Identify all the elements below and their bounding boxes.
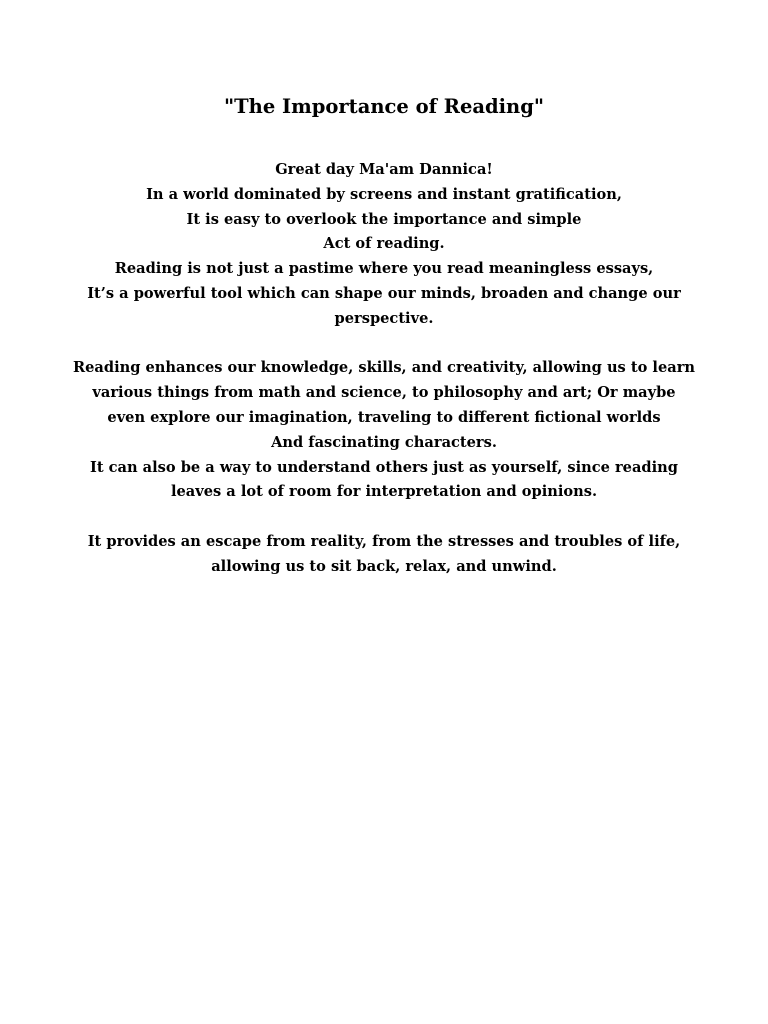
paragraph-1 <box>40 158 728 332</box>
text-line: It provides an escape from reality, from the stresses and troubles of life, <box>87 532 681 550</box>
text-line: even explore our imagination, traveling to different fictional worlds <box>107 408 661 426</box>
text-line: Reading enhances our knowledge, skills, and creativity, allowing us to learn <box>73 359 695 377</box>
text-line: various things from math and science, to philosophy and art; Or maybe <box>92 384 676 402</box>
text-line: Reading is not just a pastime where you read meaningless essays, <box>114 260 654 278</box>
text-line: perspective. <box>334 309 434 327</box>
document-body <box>40 158 728 580</box>
text-line: leaves a lot of room for interpretation and opinions. <box>170 483 598 501</box>
document-title: "The Importance of Reading" <box>223 95 545 118</box>
text-line: Great day Ma'am Dannica! <box>275 161 493 178</box>
paragraph-3 <box>40 530 728 580</box>
text-line: It is easy to overlook the importance and simple <box>186 210 582 228</box>
text-line: In a world dominated by screens and instant gratification, <box>146 185 622 203</box>
text-line: allowing us to sit back, relax, and unwind. <box>211 557 557 575</box>
paragraph-spacer <box>40 505 728 530</box>
text-line: It can also be a way to understand others just as yourself, since reading <box>90 458 678 476</box>
text-line: Act of reading. <box>323 235 445 253</box>
text-line: And fascinating characters. <box>271 433 497 451</box>
paragraph-spacer <box>40 332 728 357</box>
text-line: It’s a powerful tool which can shape our minds, broaden and change our <box>87 284 681 302</box>
paragraph-2 <box>40 356 728 505</box>
